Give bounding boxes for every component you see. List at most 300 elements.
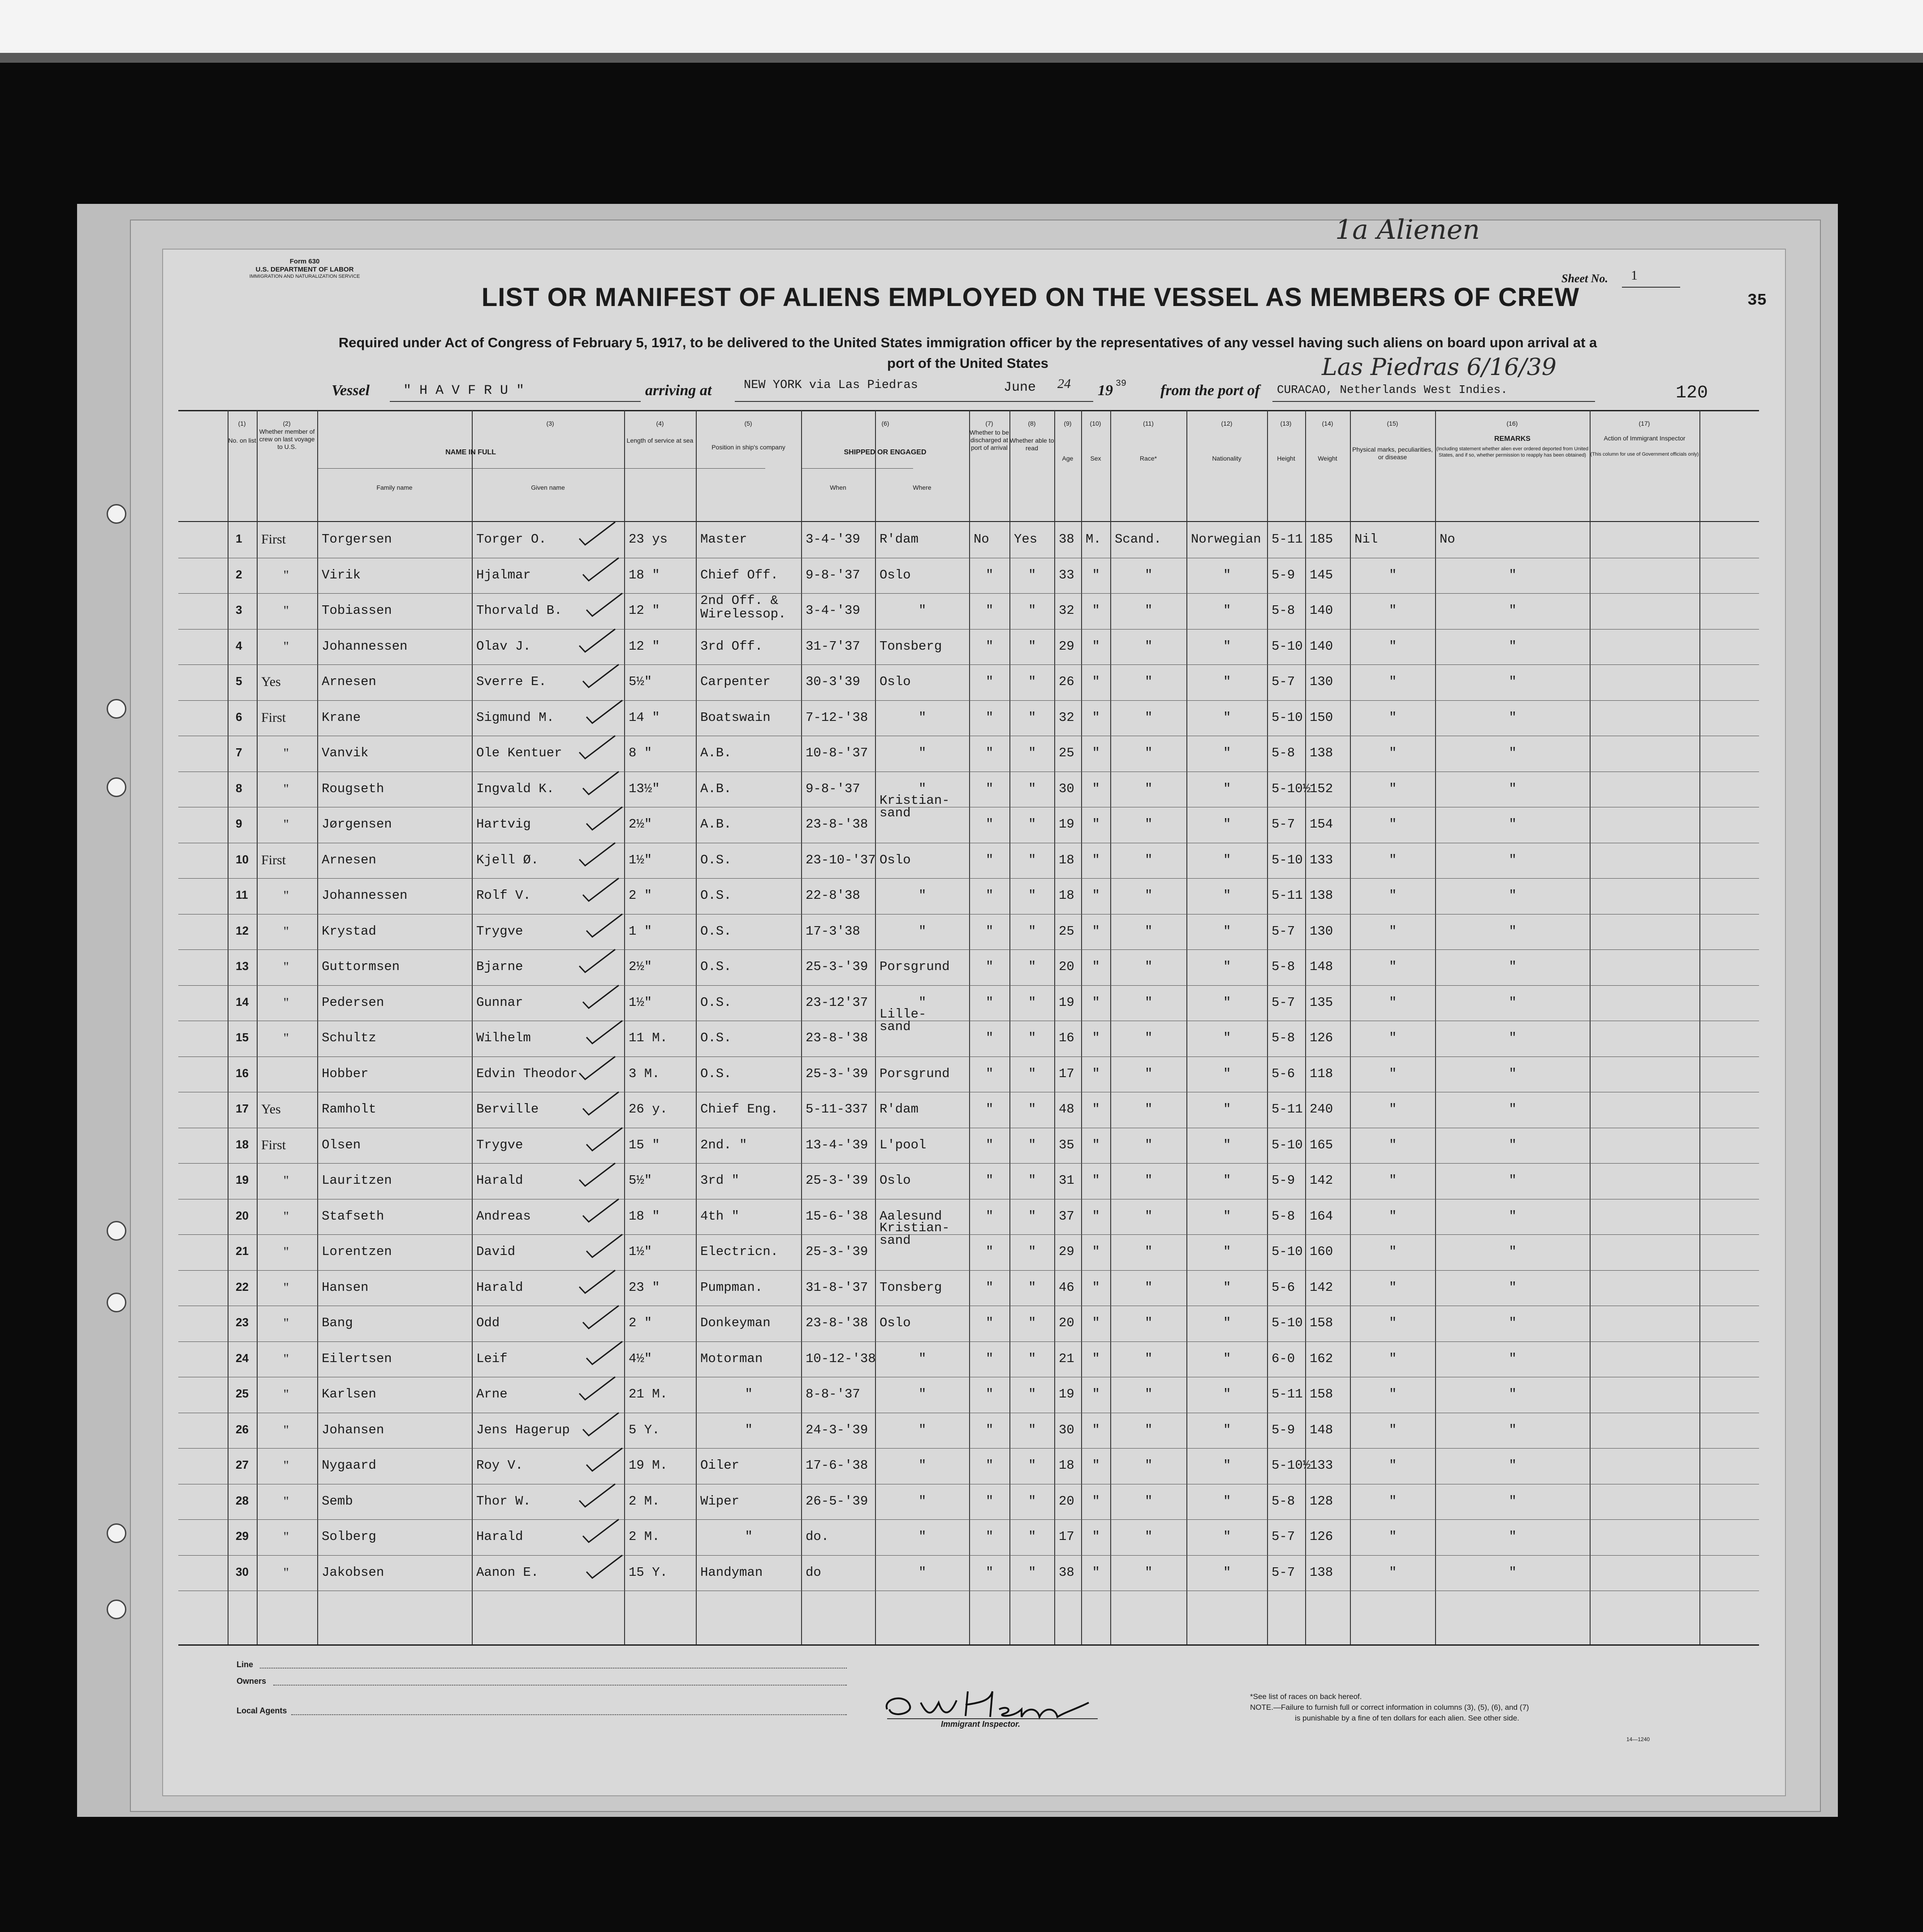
cell-where: Kristian- sand [880,1220,950,1248]
grid-bottom-line [178,1644,1759,1646]
punch-hole [107,1293,126,1312]
cell-weight: 138 [1310,1565,1333,1580]
cell-marks: " [1389,781,1397,796]
cell-remarks: " [1509,567,1517,582]
cell-age: 37 [1059,1208,1074,1224]
cell-position: 4th " [700,1208,740,1224]
cell-sex: " [1092,817,1100,832]
cell-family: Guttormsen [322,959,400,974]
cell-height: 5-6 [1272,1280,1295,1295]
cell-remarks: " [1509,852,1517,867]
cell-height: 5-10 [1272,852,1303,867]
cell-height: 5-11 [1272,532,1303,547]
cell-when: 23-8-'38 [806,1315,868,1330]
cell-weight: 148 [1310,959,1333,974]
from-label: from the port of [1160,382,1260,399]
cell-read: " [1028,995,1036,1010]
cell-race: " [1145,959,1153,974]
cell-nat: " [1223,1102,1231,1117]
cell-given: Thorvald B. [476,603,562,618]
cell-height: 5-7 [1272,674,1295,689]
cell-position: A.B. [700,746,732,760]
grid-top-line [178,410,1759,411]
cell-race: " [1145,567,1153,582]
cell-disc: " [986,1565,994,1580]
cell-when: 15-6-'38 [806,1208,868,1224]
footer-line-dots [260,1668,847,1669]
cell-nat: " [1223,817,1231,832]
column-number: (15) [1387,420,1398,427]
cell-marks: " [1389,1137,1397,1152]
cell-disc: " [986,1031,994,1045]
cell-family: Solberg [322,1529,376,1544]
cell-disc: " [986,923,994,939]
cell-no: 1 [236,532,242,545]
cell-remarks: " [1509,1422,1517,1437]
cell-race: " [1145,1031,1153,1045]
cell-read: " [1028,674,1036,689]
cell-position: O.S. [700,923,732,939]
cell-nat: " [1223,888,1231,903]
from-port: CURACAO, Netherlands West Indies. [1277,383,1508,397]
header-shipped: SHIPPED OR ENGAGED [844,448,927,456]
header-member: Whether member of crew on last voyage to U.S. [259,428,315,450]
header-read: Whether able to read [1009,437,1054,452]
cell-position: Master [700,532,747,547]
cell-remarks: " [1509,638,1517,654]
cell-member: First [261,710,286,725]
cell-remarks: " [1509,603,1517,618]
cell-marks: " [1389,1529,1397,1544]
footer-agents-dots [291,1714,847,1715]
cell-length: 2 " [629,888,652,903]
table-row [178,1555,1759,1591]
sheet-number: 1 [1631,268,1638,283]
column-number: (6) [881,420,889,427]
cell-nat: " [1223,710,1231,725]
cell-sex: " [1092,1208,1100,1224]
cell-remarks: " [1509,674,1517,689]
cell-when: 13-4-'39 [806,1137,868,1152]
header-discharged: Whether to be discharged at port of arrival [970,429,1009,451]
header-weight: Weight [1318,455,1337,462]
cell-sex: " [1092,1529,1100,1544]
form-number: Form 630 [289,258,320,265]
column-number: (3) [546,420,554,427]
cell-given: David [476,1244,516,1259]
cell-length: 23 " [629,1280,660,1295]
cell-position: " [745,1529,753,1544]
cell-length: 21 M. [629,1387,668,1402]
cell-read: " [1028,1208,1036,1224]
cell-family: Olsen [322,1137,361,1152]
cell-member: " [283,959,289,974]
cell-where: Oslo [880,674,911,689]
corner-number: 35 [1747,291,1767,310]
cell-position: Boatswain [700,710,771,725]
cell-weight: 240 [1310,1102,1333,1117]
cell-no: 24 [236,1351,249,1365]
cell-height: 5-10½ [1272,1458,1311,1473]
header-name: NAME IN FULL [445,448,496,456]
table-row [178,558,1759,594]
cell-when: 17-6-'38 [806,1458,868,1473]
cell-read: " [1028,959,1036,974]
cell-when: 5-11-337 [806,1102,868,1117]
cell-when: 31-7'37 [806,638,860,654]
cell-family: Krane [322,710,361,725]
cell-given: Sverre E. [476,674,547,689]
cell-where: Kristian- sand [880,793,950,820]
page-title: LIST OR MANIFEST OF ALIENS EMPLOYED ON THE VESSEL AS MEMBERS OF CREW [481,283,1580,312]
cell-nat: " [1223,1458,1231,1473]
cell-member: " [283,1493,289,1509]
cell-disc: No [974,532,989,547]
cell-given: Harald [476,1173,523,1188]
cell-where: Lille- sand [880,1007,927,1034]
cell-no: 11 [236,888,248,901]
cell-sex: " [1092,1458,1100,1473]
cell-when: 9-8-'37 [806,567,860,582]
cell-nat: " [1223,1137,1231,1152]
cell-marks: " [1389,1422,1397,1437]
cell-when: 23-10-'37 [806,852,876,867]
cell-member: " [283,1529,289,1544]
check-mark [584,698,625,725]
cell-position: A.B. [700,781,732,796]
cell-no: 28 [236,1493,249,1507]
cell-when: 26-5-'39 [806,1493,868,1509]
table-row [178,664,1759,700]
cell-weight: 133 [1310,1458,1333,1473]
table-row [178,1448,1759,1484]
cell-sex: " [1092,959,1100,974]
cell-race: " [1145,1387,1153,1402]
cell-where: Aalesund [880,1208,942,1224]
cell-height: 5-8 [1272,603,1295,618]
cell-member: " [283,603,289,618]
cell-disc: " [986,781,994,796]
check-mark [577,1161,617,1188]
arrival-month: June [1004,380,1036,395]
check-mark [577,947,617,974]
cell-read: Yes [1014,532,1038,547]
cell-nat: " [1223,674,1231,689]
cell-read: " [1028,852,1036,867]
punch-hole [107,1523,126,1543]
cell-nat: " [1223,603,1231,618]
cell-member: " [283,1565,289,1580]
cell-disc: " [986,1387,994,1402]
cell-marks: " [1389,1173,1397,1188]
cell-read: " [1028,638,1036,654]
cell-race: " [1145,1280,1153,1295]
cell-nat: " [1223,1315,1231,1330]
cell-no: 7 [236,746,242,759]
cell-no: 17 [236,1102,249,1115]
cell-sex: " [1092,674,1100,689]
cell-age: 20 [1059,959,1074,974]
header-nationality: Nationality [1212,455,1242,462]
cell-read: " [1028,923,1036,939]
cell-remarks: No [1440,532,1455,547]
cell-marks: " [1389,638,1397,654]
cell-race: " [1145,1315,1153,1330]
cell-member: Yes [261,674,281,689]
cell-member: " [283,1315,289,1330]
column-number: (9) [1064,420,1072,427]
column-number: (4) [656,420,664,427]
cell-length: 2½" [629,959,652,974]
cell-height: 5-8 [1272,1493,1295,1509]
cell-given: Odd [476,1315,500,1330]
table-row [178,949,1759,985]
cell-when: 8-8-'37 [806,1387,860,1402]
cell-remarks: " [1509,1458,1517,1473]
cell-given: Trygve [476,923,523,939]
cell-no: 10 [236,852,249,866]
cell-height: 5-10 [1272,638,1303,654]
footer-note [1250,1691,1653,1724]
cell-sex: " [1092,1565,1100,1580]
cell-read: " [1028,817,1036,832]
cell-length: 19 M. [629,1458,668,1473]
table-row [178,1341,1759,1377]
column-number: (7) [985,420,993,427]
note-line-1: *See list of races on back hereof. [1250,1692,1362,1701]
cell-sex: M. [1086,532,1101,547]
cell-nat: " [1223,1066,1231,1081]
punch-hole [107,1221,126,1241]
cell-age: 48 [1059,1102,1074,1117]
crew-table [178,410,1759,1644]
cell-remarks: " [1509,1137,1517,1152]
cell-where: " [918,923,927,939]
table-row [178,1220,1759,1270]
table-row [178,1377,1759,1413]
cell-member: " [283,567,289,582]
cell-marks: " [1389,888,1397,903]
cell-age: 17 [1059,1529,1074,1544]
cell-position: O.S. [700,888,732,903]
table-row [178,1199,1759,1235]
cell-weight: 164 [1310,1208,1333,1224]
cell-family: Pedersen [322,995,384,1010]
cell-age: 19 [1059,817,1074,832]
cell-no: 23 [236,1315,249,1329]
table-row [178,1057,1759,1092]
from-underline [1272,401,1595,402]
cell-when: 24-3-'39 [806,1422,868,1437]
cell-position: Handyman [700,1565,763,1580]
cell-family: Johannessen [322,638,408,654]
cell-where: " [918,746,927,760]
cell-age: 18 [1059,1458,1074,1473]
cell-length: 26 y. [629,1102,668,1117]
cell-disc: " [986,603,994,618]
cell-no: 29 [236,1529,249,1543]
cell-race: " [1145,1422,1153,1437]
cell-position: 2nd Off. & Wirelessop. [700,593,786,621]
cell-family: Torgersen [322,532,392,547]
cell-sex: " [1092,567,1100,582]
cell-remarks: " [1509,995,1517,1010]
cell-sex: " [1092,1351,1100,1366]
cell-disc: " [986,852,994,867]
cell-height: 5-10 [1272,710,1303,725]
cell-marks: " [1389,746,1397,760]
cell-length: 12 " [629,638,660,654]
cell-disc: " [986,1458,994,1473]
cell-age: 19 [1059,1387,1074,1402]
cell-age: 21 [1059,1351,1074,1366]
header-age: Age [1062,455,1074,462]
punch-hole [107,504,126,524]
cell-family: Johansen [322,1422,384,1437]
cell-weight: 138 [1310,888,1333,903]
cell-position: Oiler [700,1458,740,1473]
cell-position: Electricn. [700,1244,779,1259]
cell-age: 19 [1059,995,1074,1010]
cell-marks: " [1389,817,1397,832]
cell-weight: 158 [1310,1315,1333,1330]
cell-where: " [918,1422,927,1437]
cell-weight: 154 [1310,817,1333,832]
cell-nat: " [1223,995,1231,1010]
cell-weight: 130 [1310,674,1333,689]
cell-position: Pumpman. [700,1280,763,1295]
cell-sex: " [1092,1422,1100,1437]
cell-marks: " [1389,603,1397,618]
cell-read: " [1028,1102,1036,1117]
cell-given: Torger O. [476,532,547,547]
cell-family: Bang [322,1315,353,1330]
cell-race: " [1145,638,1153,654]
cell-sex: " [1092,888,1100,903]
cell-remarks: " [1509,710,1517,725]
cell-family: Ramholt [322,1102,376,1117]
arriving-label: arriving at [645,382,712,399]
cell-family: Nygaard [322,1458,376,1473]
cell-weight: 133 [1310,852,1333,867]
cell-family: Hobber [322,1066,369,1081]
name-divider [317,468,765,469]
vessel-underline [390,401,641,402]
cell-read: " [1028,1315,1036,1330]
column-number: (14) [1322,420,1333,427]
footer-owners-label: Owners [237,1677,267,1686]
footer-agents-label: Local Agents [237,1706,287,1715]
cell-where: Tonsberg [880,1280,942,1295]
scanner-shadow [0,53,1923,63]
cell-read: " [1028,1137,1036,1152]
cell-marks: " [1389,710,1397,725]
cell-race: " [1145,1493,1153,1509]
cell-remarks: " [1509,888,1517,903]
cell-age: 29 [1059,1244,1074,1259]
cell-remarks: " [1509,1315,1517,1330]
cell-race: " [1145,781,1153,796]
table-row [178,914,1759,950]
cell-age: 32 [1059,603,1074,618]
cell-weight: 140 [1310,638,1333,654]
cell-remarks: " [1509,1173,1517,1188]
cell-weight: 142 [1310,1280,1333,1295]
table-row [178,1484,1759,1520]
cell-disc: " [986,1208,994,1224]
cell-when: 22-8'38 [806,888,860,903]
cell-length: 1½" [629,1244,652,1259]
cell-weight: 135 [1310,995,1333,1010]
table-row [178,1163,1759,1199]
cell-given: Thor W. [476,1493,531,1509]
cell-read: " [1028,1458,1036,1473]
cell-family: Rougseth [322,781,384,796]
cell-weight: 165 [1310,1137,1333,1152]
cell-no: 15 [236,1031,249,1044]
cell-weight: 160 [1310,1244,1333,1259]
cell-age: 29 [1059,638,1074,654]
cell-age: 46 [1059,1280,1074,1295]
cell-race: " [1145,995,1153,1010]
cell-when: 17-3'38 [806,923,860,939]
cell-no: 12 [236,923,249,937]
check-mark [577,733,617,760]
header-action-sub: (This column for use of Government officials only) [1590,452,1699,457]
cell-member: Yes [261,1102,281,1117]
table-row [178,878,1759,914]
cell-length: 8 " [629,746,652,760]
cell-read: " [1028,888,1036,903]
cell-no: 18 [236,1137,249,1151]
cell-where: Porsgrund [880,1066,950,1081]
check-mark [581,1090,621,1117]
cell-nat: " [1223,959,1231,974]
table-row [178,522,1759,558]
cell-read: " [1028,1280,1036,1295]
cell-member: " [283,781,289,796]
cell-no: 20 [236,1208,249,1222]
scanner-top-band [0,0,1923,53]
cell-nat: " [1223,1173,1231,1188]
cell-when: 25-3-'39 [806,1173,868,1188]
cell-race: " [1145,923,1153,939]
cell-age: 16 [1059,1031,1074,1045]
cell-sex: " [1092,1280,1100,1295]
cell-remarks: " [1509,1280,1517,1295]
cell-age: 38 [1059,532,1074,547]
cell-age: 38 [1059,1565,1074,1580]
cell-length: 2½" [629,817,652,832]
footer-owners-dots [273,1685,847,1686]
punch-hole [107,699,126,719]
column-number: (2) [283,420,291,427]
cell-weight: 150 [1310,710,1333,725]
cell-length: 1 " [629,923,652,939]
cell-race: Scand. [1115,532,1162,547]
cell-disc: " [986,674,994,689]
cell-height: 5-10 [1272,1137,1303,1152]
cell-age: 30 [1059,1422,1074,1437]
cell-race: " [1145,1173,1153,1188]
cell-no: 8 [236,781,242,795]
cell-no: 22 [236,1280,249,1294]
cell-race: " [1145,1458,1153,1473]
cell-length: 5½" [629,674,652,689]
cell-where: " [918,1529,927,1544]
cell-remarks: " [1509,923,1517,939]
cell-given: Edvin Theodor [476,1066,578,1081]
